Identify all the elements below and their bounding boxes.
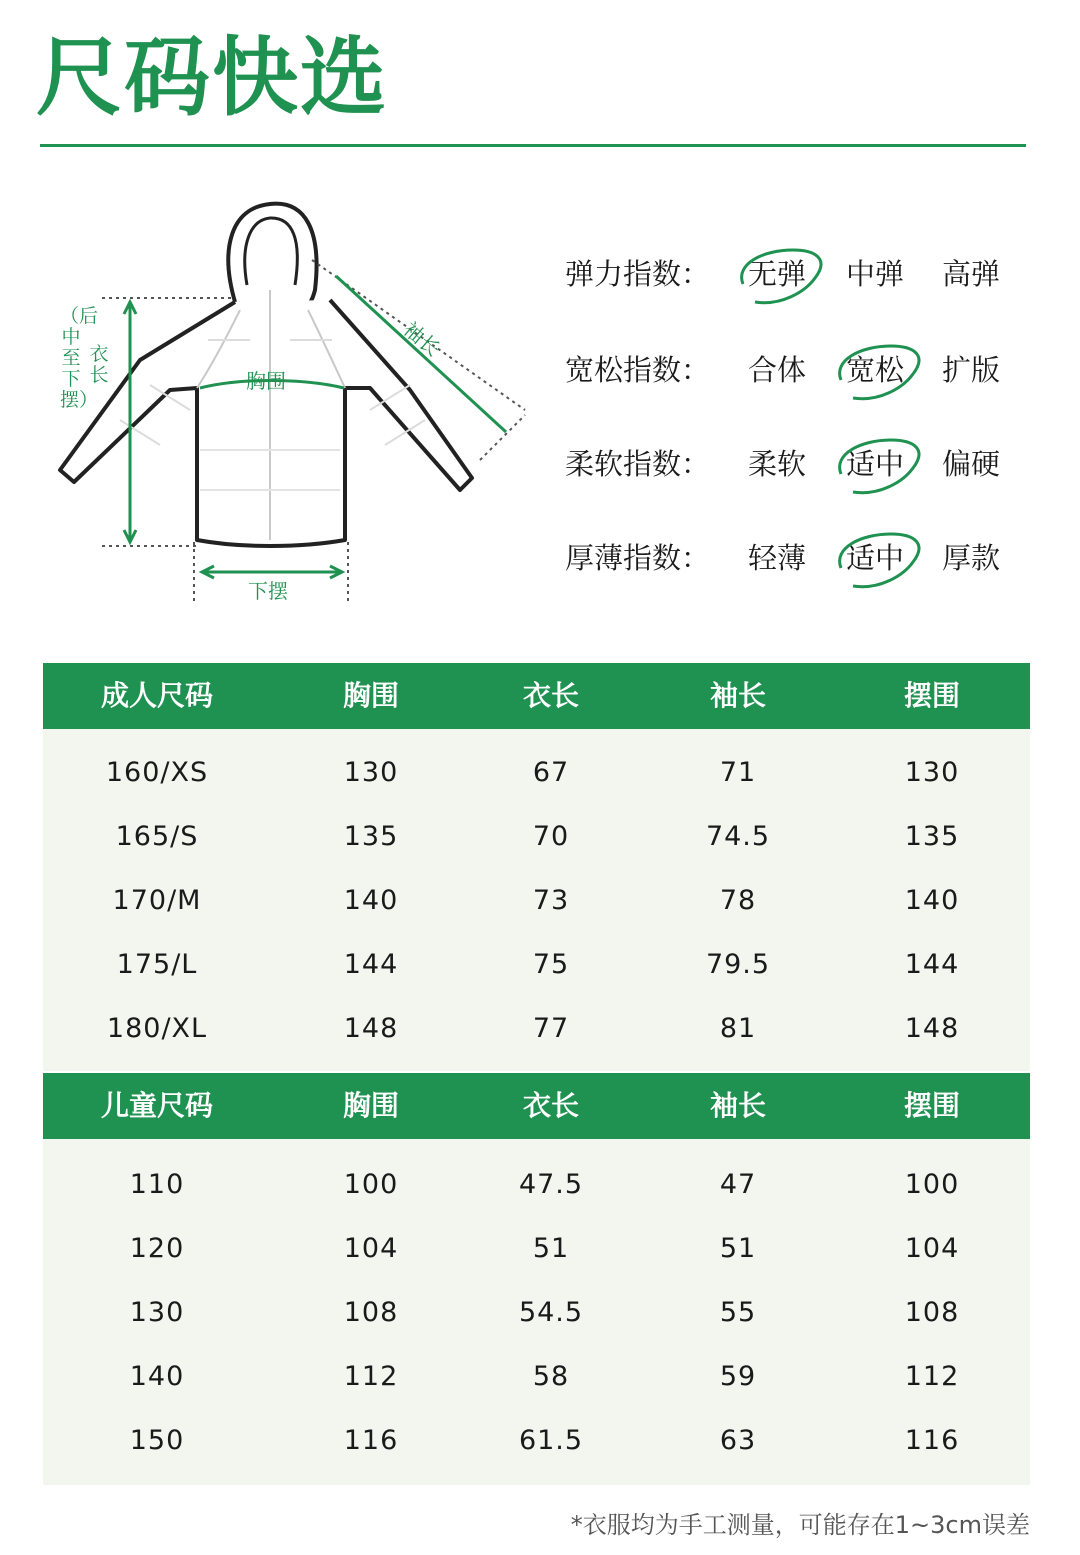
table-cell: 51	[719, 1233, 757, 1264]
softness-option-medium: 适中	[835, 440, 915, 488]
table-cell: 79.5	[705, 949, 771, 980]
table-cell: 104	[343, 1233, 399, 1264]
table-cell: 58	[532, 1361, 570, 1392]
table-cell: 54.5	[518, 1297, 584, 1328]
table-cell: 73	[532, 885, 570, 916]
kids-size-table	[43, 1073, 1030, 1485]
table-cell: 170/M	[112, 885, 202, 916]
table-cell: 140	[904, 885, 960, 916]
kids-table-body	[43, 1139, 1030, 1485]
table-cell: 144	[904, 949, 960, 980]
header-cell: 衣长	[522, 1089, 579, 1122]
header-cell: 衣长	[522, 679, 579, 712]
softness-index-label: 柔软指数：	[565, 447, 711, 481]
table-cell: 77	[532, 1013, 570, 1044]
header-cell: 儿童尺码	[100, 1089, 213, 1122]
table-cell: 81	[719, 1013, 757, 1044]
header-cell: 袖长	[709, 1089, 766, 1122]
table-cell: 51	[532, 1233, 570, 1264]
thickness-index-label: 厚薄指数：	[565, 541, 711, 575]
elasticity-index-label: 弹力指数：	[565, 257, 711, 291]
table-cell: 108	[904, 1297, 960, 1328]
table-cell: 180/XL	[106, 1013, 208, 1044]
measurement-footnote: *衣服均为手工测量，可能存在1~3cm误差	[570, 1511, 1030, 1539]
table-cell: 108	[343, 1297, 399, 1328]
elasticity-option-none: 无弹	[737, 250, 817, 298]
table-cell: 160/XS	[105, 757, 209, 788]
table-cell: 140	[343, 885, 399, 916]
looseness-option-fitted: 合体	[747, 353, 806, 387]
thickness-option-thick: 厚款	[941, 541, 1000, 575]
header-cell: 袖长	[709, 679, 766, 712]
softness-index-row	[565, 440, 1025, 488]
looseness-option-loose: 宽松	[835, 346, 915, 394]
length-note-label: （后中至下摆）	[60, 305, 99, 411]
table-cell: 71	[719, 757, 757, 788]
selected-ring-icon	[831, 434, 927, 498]
table-cell: 130	[904, 757, 960, 788]
kids-table-header	[43, 1073, 1030, 1139]
looseness-option-oversized: 扩版	[941, 353, 1000, 387]
table-cell: 75	[532, 949, 570, 980]
table-cell: 140	[129, 1361, 185, 1392]
table-cell: 63	[719, 1425, 757, 1456]
title-divider	[40, 144, 1026, 147]
elasticity-option-high: 高弹	[941, 257, 1000, 291]
table-cell: 100	[343, 1169, 399, 1200]
table-cell: 135	[904, 821, 960, 852]
thickness-option-thin: 轻薄	[747, 541, 806, 575]
softness-option-soft: 柔软	[747, 447, 806, 481]
table-cell: 116	[904, 1425, 960, 1456]
elasticity-index-row	[565, 250, 1025, 298]
table-cell: 110	[129, 1169, 185, 1200]
table-cell: 150	[129, 1425, 185, 1456]
table-cell: 112	[343, 1361, 399, 1392]
selected-ring-icon	[831, 528, 927, 592]
table-cell: 144	[343, 949, 399, 980]
table-cell: 61.5	[518, 1425, 584, 1456]
header-cell: 摆围	[903, 679, 960, 712]
table-cell: 120	[129, 1233, 185, 1264]
table-cell: 47.5	[518, 1169, 584, 1200]
table-cell: 112	[904, 1361, 960, 1392]
table-cell: 55	[719, 1297, 757, 1328]
table-cell: 70	[532, 821, 570, 852]
adult-table-header	[43, 663, 1030, 729]
length-label: 衣长	[89, 343, 109, 386]
hem-label: 下摆	[248, 579, 288, 603]
hooded-jacket-icon	[40, 190, 540, 620]
header-cell: 胸围	[342, 1089, 399, 1122]
table-cell: 78	[719, 885, 757, 916]
table-cell: 74.5	[705, 821, 771, 852]
thickness-index-row	[565, 534, 1025, 582]
table-cell: 135	[343, 821, 399, 852]
table-cell: 148	[343, 1013, 399, 1044]
table-cell: 165/S	[115, 821, 199, 852]
table-cell: 104	[904, 1233, 960, 1264]
thickness-option-medium: 适中	[835, 534, 915, 582]
header-cell: 摆围	[903, 1089, 960, 1122]
table-cell: 175/L	[116, 949, 198, 980]
table-cell: 59	[719, 1361, 757, 1392]
table-cell: 67	[532, 757, 570, 788]
table-cell: 148	[904, 1013, 960, 1044]
adult-size-table	[43, 663, 1030, 1071]
table-cell: 130	[343, 757, 399, 788]
table-cell: 100	[904, 1169, 960, 1200]
table-cell: 130	[129, 1297, 185, 1328]
looseness-index-label: 宽松指数：	[565, 353, 711, 387]
adult-table-body	[43, 729, 1030, 1071]
measurement-diagram	[40, 190, 540, 620]
header-cell: 胸围	[342, 679, 399, 712]
selected-ring-icon	[733, 244, 829, 308]
softness-option-stiff: 偏硬	[941, 447, 1000, 481]
chest-label: 胸围	[246, 369, 286, 393]
table-cell: 47	[719, 1169, 757, 1200]
header-cell: 成人尺码	[100, 679, 213, 712]
looseness-index-row	[565, 346, 1025, 394]
page-title: 尺码快选	[36, 28, 388, 128]
table-cell: 116	[343, 1425, 399, 1456]
sleeve-label: 袖长	[398, 316, 446, 362]
selected-ring-icon	[831, 340, 927, 404]
elasticity-option-medium: 中弹	[845, 257, 904, 291]
